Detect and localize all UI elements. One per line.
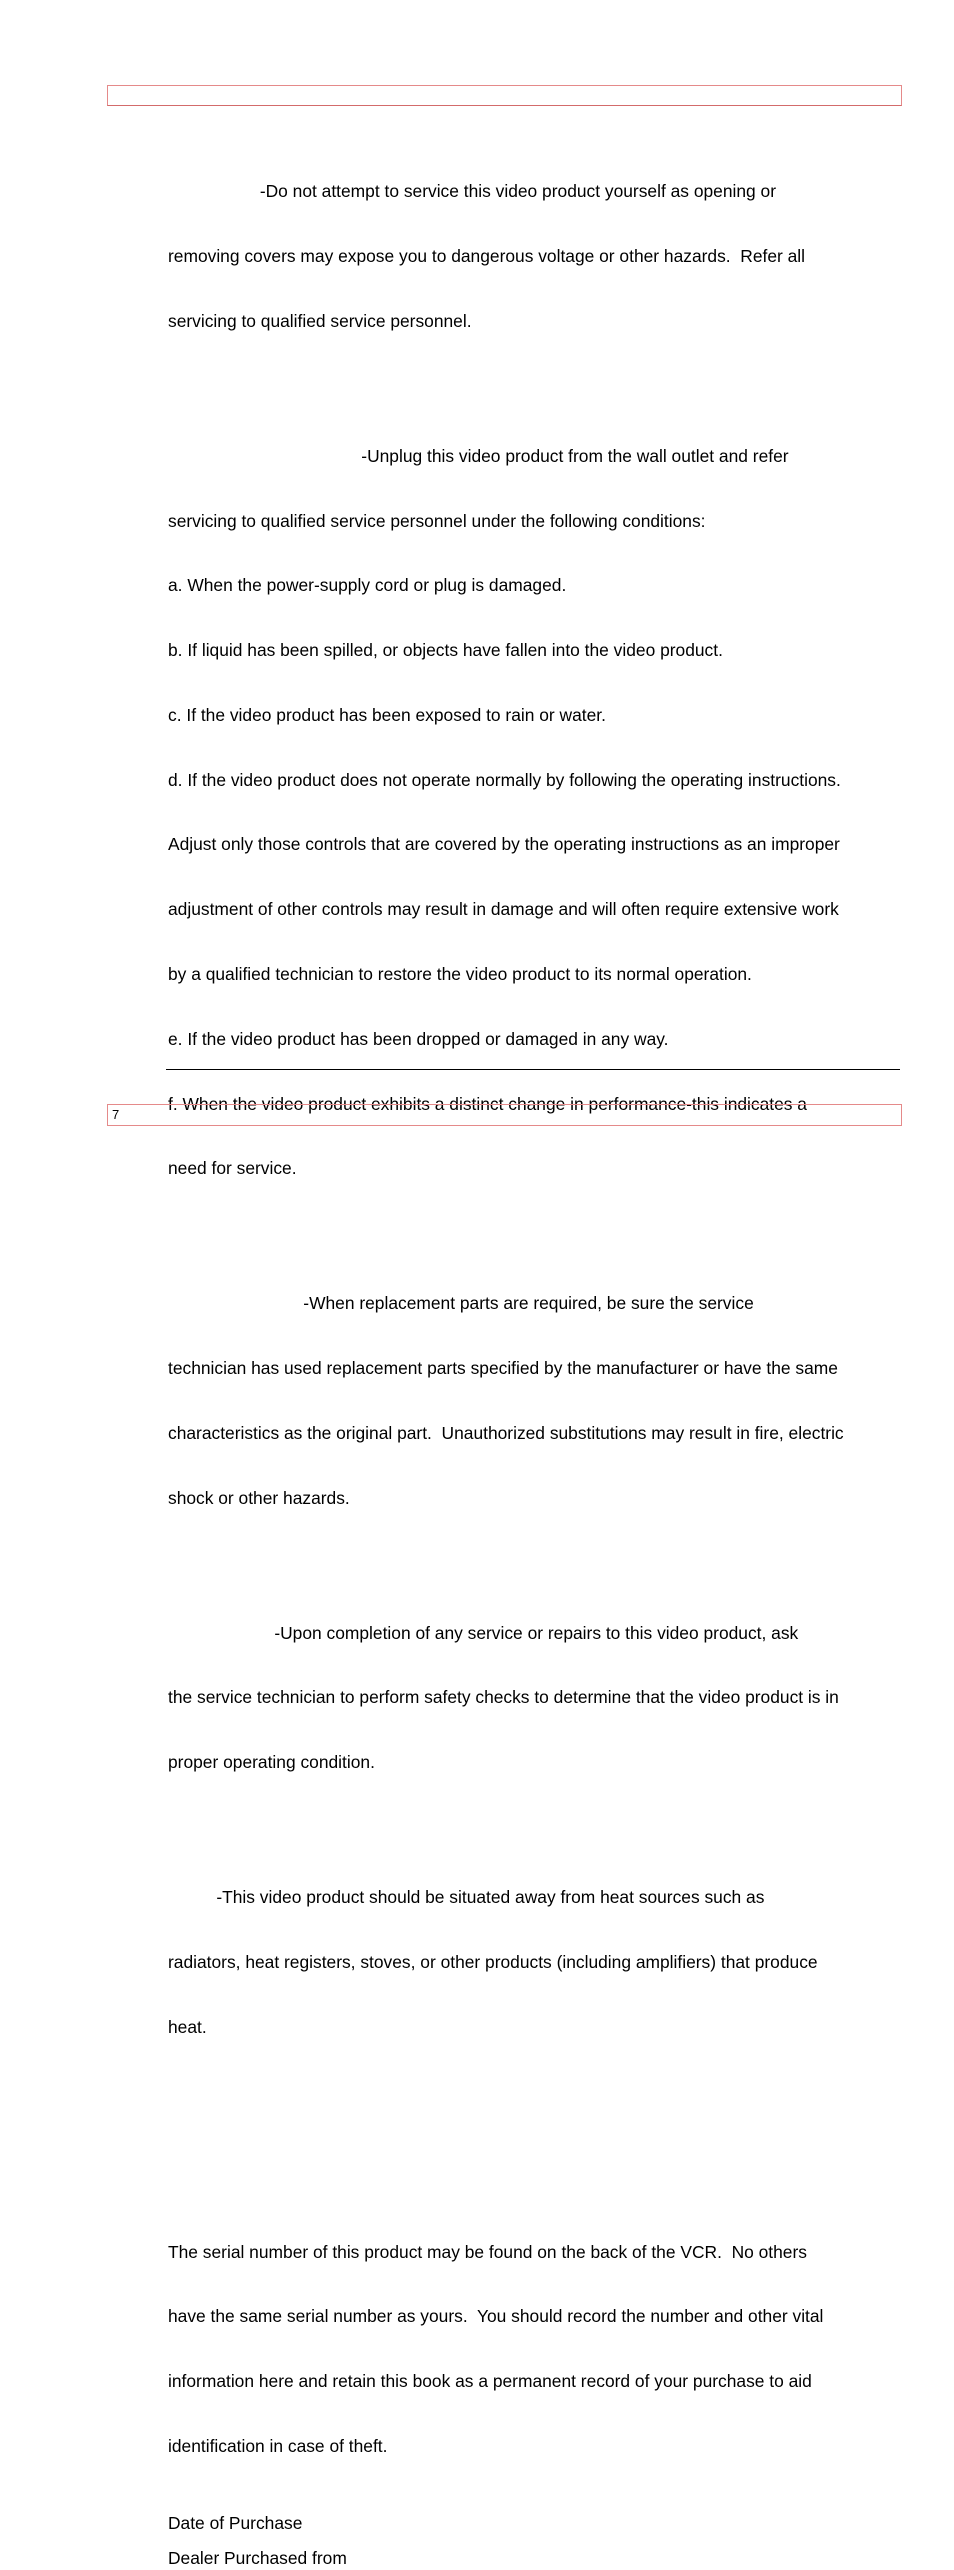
text-line: servicing to qualified service personnel. <box>168 310 472 331</box>
safety-check-paragraph <box>168 1579 903 1817</box>
text-line: f. When the video product exhibits a distinct change in performance-this indicates a <box>168 1093 807 1114</box>
text-line: c. If the video product has been exposed to rain or water. <box>168 704 606 725</box>
dealer-purchased-from-label: Dealer Purchased from <box>168 2548 347 2569</box>
text-line: have the same serial number as yours. You should record the number and other vital <box>168 2306 824 2327</box>
text-line: by a qualified technician to restore the video product to its normal operation. <box>168 963 752 984</box>
serial-number-paragraph <box>168 2198 903 2500</box>
text-line: Adjust only those controls that are covered by the operating instructions as an improper <box>168 834 840 855</box>
text-line: -This video product should be situated away from heat sources such as <box>168 1887 765 1908</box>
document-body <box>168 138 903 2570</box>
text-line: radiators, heat registers, stoves, or other products (including amplifiers) that produce <box>168 1951 818 1972</box>
text-line: -When replacement parts are required, be sure the service <box>168 1293 754 1314</box>
text-line: information here and retain this book as a permanent record of your purchase to aid <box>168 2371 812 2392</box>
text-line: b. If liquid has been spilled, or objects have fallen into the video product. <box>168 640 723 661</box>
replacement-parts-paragraph <box>168 1250 903 1552</box>
text-line: removing covers may expose you to dangerous voltage or other hazards. Refer all <box>168 245 806 266</box>
text-line: identification in case of theft. <box>168 2436 388 2456</box>
page-footer-box <box>107 1104 902 1126</box>
text-line: -Upon completion of any service or repairs to this video product, ask <box>168 1622 799 1643</box>
text-line: The serial number of this product may be found on the back of the VCR. No others <box>168 2241 807 2262</box>
text-line: -Unplug this video product from the wall outlet and refer <box>168 445 789 466</box>
text-line: characteristics as the original part. Unauthorized substitutions may result in fire, electric <box>168 1422 844 1443</box>
text-line: technician has used replacement parts specified by the manufacturer or have the same <box>168 1358 838 1379</box>
text-line: shock or other hazards. <box>168 1487 350 1508</box>
text-line: heat. <box>168 2016 207 2037</box>
page-header-box <box>107 85 902 106</box>
service-warning-paragraph <box>168 138 903 376</box>
dealer-entry-line <box>166 1069 900 1070</box>
text-line: servicing to qualified service personnel under the following conditions: <box>168 510 706 531</box>
date-of-purchase-label: Date of Purchase <box>168 2512 303 2533</box>
text-line: -Do not attempt to service this video product yourself as opening or <box>168 181 777 202</box>
heat-paragraph <box>168 1844 903 2082</box>
text-line: a. When the power-supply cord or plug is damaged. <box>168 575 567 596</box>
text-line: adjustment of other controls may result in damage and will often require extensive work <box>168 899 839 920</box>
text-line: proper operating condition. <box>168 1752 375 1773</box>
damage-service-paragraph <box>168 403 903 1224</box>
text-line: d. If the video product does not operate normally by following the operating instructions. <box>168 769 841 790</box>
text-line: need for service. <box>168 1158 297 1179</box>
page-number: 7 <box>112 1107 120 1122</box>
text-line: e. If the video product has been dropped or damaged in any way. <box>168 1028 669 1049</box>
text-line: the service technician to perform safety checks to determine that the video product is in <box>168 1687 839 1708</box>
